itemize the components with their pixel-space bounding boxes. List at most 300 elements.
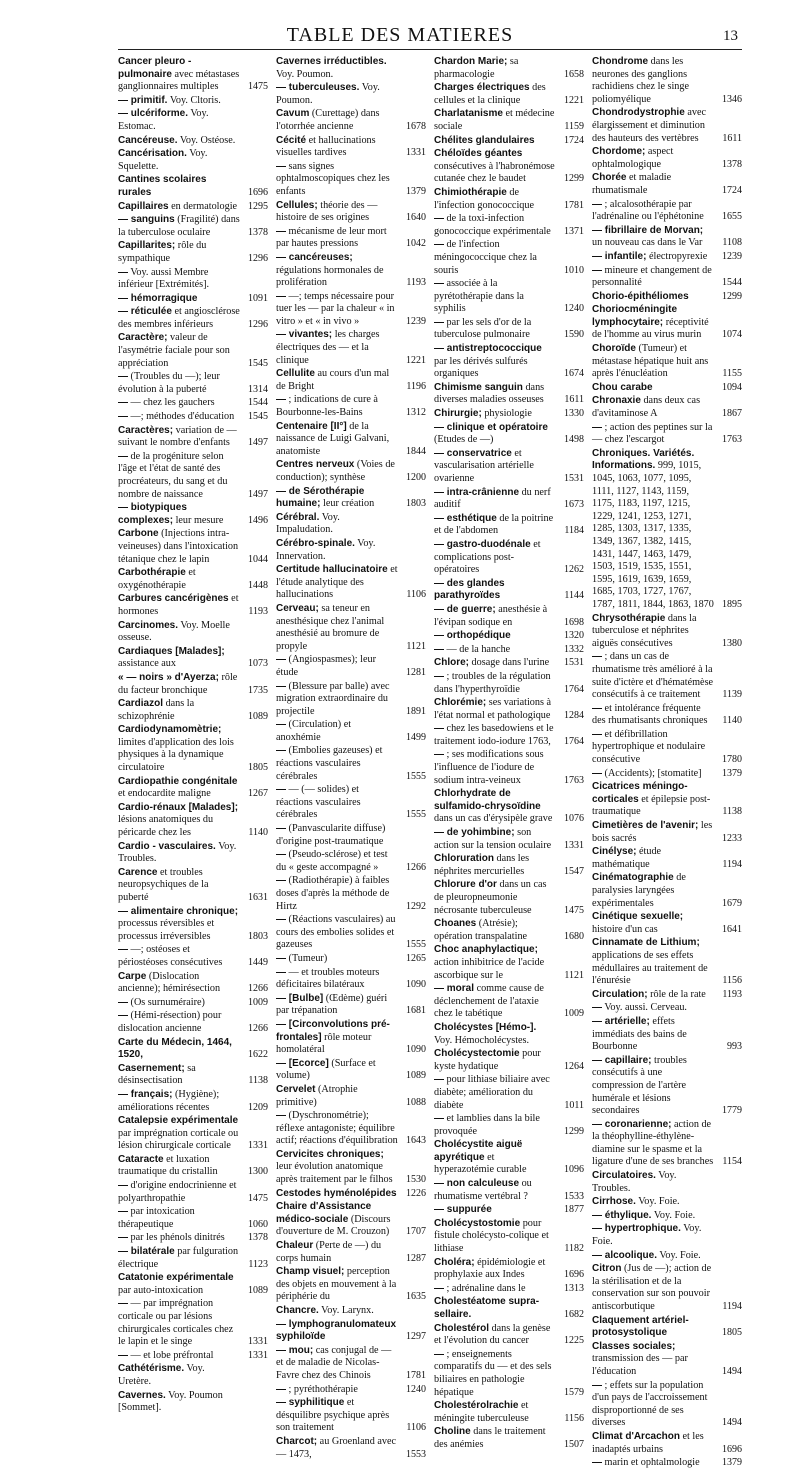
entry-heading: — xyxy=(118,266,128,278)
entry-heading: — xyxy=(118,1349,128,1361)
entry-heading: Choroïde xyxy=(592,343,636,355)
index-entry xyxy=(276,421,426,459)
entry-heading: — xyxy=(276,784,286,796)
entry-heading: — de yohimbine; xyxy=(434,827,515,839)
entry-page-number: 1780 xyxy=(722,754,742,766)
index-entry xyxy=(276,1084,426,1109)
entry-text: (Fragilité) dans la tuberculose oculaire xyxy=(118,214,240,238)
entry-heading: Climat d'Arcachon xyxy=(592,1430,680,1442)
entry-text: rôle du facteur bronchique xyxy=(118,671,238,696)
entry-text: (Tumeur) et métastase hépatique huit ans après l'énucléation xyxy=(592,343,709,380)
index-entry xyxy=(118,971,268,996)
entry-heading: Cancer pleuro - pulmonaire xyxy=(118,56,192,80)
entry-text: (Injections intra-veineuses) dans l'intoxication tétanique chez le lapin xyxy=(118,528,239,565)
entry-page-number: 1494 xyxy=(722,1417,742,1429)
index-entry xyxy=(118,593,268,618)
entry-page-number: 1295 xyxy=(248,200,268,212)
index-entry xyxy=(276,1384,426,1397)
entry-heading: Chaire d'Assistance médico-sociale xyxy=(276,1201,372,1225)
index-entry xyxy=(118,672,268,697)
entry-heading: Cholestérolrachie xyxy=(434,1400,519,1412)
entry-text: anesthésie à l'évipan sodique en xyxy=(434,603,548,628)
index-entry xyxy=(276,108,426,133)
entry-heading: — xyxy=(434,278,444,290)
index-entry xyxy=(118,201,268,214)
entry-heading: — français; xyxy=(118,1088,173,1100)
entry-text: des cellules et la clinique xyxy=(434,82,546,106)
entry-text: (Perte de —) du corps humain xyxy=(276,1240,382,1264)
index-entry xyxy=(592,1119,742,1169)
entry-page-number: 1545 xyxy=(248,357,268,369)
entry-text: les bois sacrés xyxy=(592,820,713,844)
entry-page-number: 1379 xyxy=(406,185,426,197)
index-entry xyxy=(592,781,742,819)
entry-heading: Cataracte xyxy=(118,1153,164,1165)
entry-text: par les dérivés sulfurés organiques xyxy=(434,355,528,380)
entry-text: un nouveau cas dans le Var xyxy=(592,237,703,249)
index-entry xyxy=(118,867,268,905)
entry-text: transmission des — par l'éducation xyxy=(592,1353,688,1377)
index-entry xyxy=(434,82,584,107)
entry-text: comme cause de déclenchement de l'ataxie chez le tabétique xyxy=(434,983,544,1020)
entry-page-number: 1844 xyxy=(406,445,426,457)
entry-heading: — [Circonvolutions pré-frontales] xyxy=(276,1018,390,1043)
entry-heading: Charcot; xyxy=(276,1435,318,1447)
index-entry xyxy=(434,788,584,826)
entry-page-number: 1379 xyxy=(722,1457,742,1469)
entry-text: dans la genèse et l'évolution du cancer xyxy=(434,1322,551,1347)
index-entry xyxy=(434,56,584,81)
index-entry xyxy=(118,841,268,866)
entry-heading: Cavernes. xyxy=(118,1389,166,1401)
entry-page-number: 1266 xyxy=(248,983,268,995)
entry-page-number: 1763 xyxy=(722,434,742,446)
entry-text: ; effets sur la population d'un pays de l'accroissement disproportionné de ses diverses xyxy=(592,1379,708,1429)
entry-text: dans la schizophrénie xyxy=(118,698,195,722)
index-entry xyxy=(118,1350,268,1363)
entry-heading: — gastro-duodénale xyxy=(434,538,531,550)
entry-page-number: 1553 xyxy=(406,1448,426,1460)
entry-heading: — xyxy=(276,160,286,172)
entry-page-number: 1555 xyxy=(406,770,426,782)
entry-text: de paralysies laryngées expérimentales xyxy=(592,872,686,909)
entry-text: dans deux cas d'avitaminose A xyxy=(592,395,701,420)
index-entry xyxy=(118,332,268,370)
index-entry xyxy=(276,875,426,913)
entry-heading: — alimentaire chronique; xyxy=(118,905,239,917)
index-entry xyxy=(434,879,584,917)
entry-heading: — éthylique. xyxy=(592,1209,652,1221)
entry-page-number: 1611 xyxy=(564,394,584,406)
entry-text: dans le traitement des anémies xyxy=(434,1426,546,1450)
entry-heading: Charges électriques xyxy=(434,82,530,94)
entry-heading: — coronarienne; xyxy=(592,1118,672,1130)
entry-text: et hallucinations visuelles tardives xyxy=(276,134,376,159)
entry-page-number: 1155 xyxy=(722,368,742,380)
entry-page-number: 1555 xyxy=(406,939,426,951)
index-entry xyxy=(434,148,584,186)
entry-text: ou rhumatisme vertébral ? xyxy=(434,1178,532,1202)
index-entry xyxy=(592,937,742,987)
index-entry xyxy=(118,174,268,199)
entry-text: et défibrillation hypertrophique et nodulaire consécutive xyxy=(592,728,706,766)
entry-text: Voy. Poumon [Sommet]. xyxy=(118,1389,223,1414)
entry-heading: — syphilitique xyxy=(276,1397,345,1409)
entry-page-number: 1545 xyxy=(248,411,268,423)
entry-page-number: 1764 xyxy=(564,683,584,695)
entry-text: (Hémi-résection) pour dislocation ancienne xyxy=(118,1010,222,1034)
entry-text: les charges électriques des — et la clinique xyxy=(276,329,380,366)
entry-page-number: 1226 xyxy=(406,1187,426,1199)
index-entry xyxy=(434,1257,584,1282)
index-entry xyxy=(434,213,584,238)
entry-text: par intoxication thérapeutique xyxy=(118,1206,195,1230)
entry-page-number: 1091 xyxy=(248,292,268,304)
entry-page-number: 1073 xyxy=(248,658,268,670)
index-entry xyxy=(592,1250,742,1263)
entry-heading: Classes sociales; xyxy=(592,1340,676,1352)
index-entry xyxy=(118,567,268,592)
entry-heading: Chou carabe xyxy=(592,381,653,393)
entry-page-number: 1313 xyxy=(564,1282,584,1294)
entry-text: (Atrésie); opération transpalatine xyxy=(434,918,528,942)
entry-text: ; enseignements comparatifs du — et des sels biliaires en pathologie hépatique xyxy=(434,1348,552,1398)
entry-text: par les phénols dinitrés xyxy=(128,1232,225,1244)
entry-text: (Dyschronométrie); réflexe antagoniste; équilibre actif; réactions d'équilibration xyxy=(276,1110,398,1147)
entry-page-number: 1239 xyxy=(722,250,742,262)
entry-text: pour kyste hydatique xyxy=(434,1048,541,1072)
entry-text: marin et ophtalmologie xyxy=(602,1457,700,1469)
index-entry xyxy=(592,343,742,381)
entry-heading: — non calculeuse xyxy=(434,1178,520,1190)
index-entry xyxy=(118,1272,268,1297)
entry-page-number: 1296 xyxy=(248,318,268,330)
entry-page-number: 1475 xyxy=(564,904,584,916)
entry-page-number: 1331 xyxy=(248,1336,268,1348)
index-entry xyxy=(434,422,584,447)
entry-text: 999, 1015, 1045, 1063, 1077, 1095, 1111, 1127, 1143, 1159, 1175, 1183, 1197, 1215, 1229, 1241, 1253, 1271, 1285, 1303, 1317, 1335, 1349, 1367, 1382, 1415, 1431, 1447, 1463, 1479, 1503, 1519, 1535, 1551, 1595, 1619, 1639, 1659, 1685, 1703, 1727, 1767, 1787, 1811, 1844, 1863, 1870 xyxy=(592,460,714,610)
entry-page-number: 1240 xyxy=(564,303,584,315)
entry-page-number: 1159 xyxy=(564,120,584,132)
entry-heading: — xyxy=(118,1232,128,1244)
index-entry xyxy=(276,1397,426,1435)
index-entry xyxy=(592,291,742,304)
entry-heading: — infantile; xyxy=(592,250,647,262)
entry-heading: — orthopédique xyxy=(434,630,511,642)
entry-heading: Chlorémie; xyxy=(434,697,487,709)
index-entry xyxy=(118,1246,268,1271)
index-entry xyxy=(118,95,268,108)
entry-page-number: 1641 xyxy=(722,923,742,935)
page-header xyxy=(0,18,800,48)
index-entry xyxy=(434,644,584,657)
entry-text: et angiosclérose des membres inférieurs xyxy=(118,306,240,330)
entry-page-number: 1895 xyxy=(722,598,742,610)
entry-page-number: 1680 xyxy=(564,930,584,942)
index-column-1 xyxy=(118,56,268,1414)
index-entry xyxy=(118,906,268,944)
entry-text: sa pharmacologie xyxy=(434,56,519,80)
index-entry xyxy=(276,1019,426,1057)
entry-text: effets immédiats des bains de Bourbonne xyxy=(592,1015,687,1053)
entry-heading: Chirurgie; xyxy=(434,408,482,420)
index-entry xyxy=(276,291,426,329)
entry-heading: — xyxy=(276,823,286,835)
entry-page-number: 1156 xyxy=(564,1412,584,1424)
entry-text: troubles consécutifs à une compression de l'artère humérale et lésions secondaires xyxy=(592,1054,687,1117)
entry-text: et endocardite maligne xyxy=(118,788,211,800)
entry-heading: Cimetières de l'avenir; xyxy=(592,820,699,832)
entry-heading: — xyxy=(276,1383,286,1395)
entry-text: pour fistule cholécysto-colique et lithiase xyxy=(434,1217,549,1255)
entry-heading: — xyxy=(592,1002,602,1014)
entry-heading: — cancéreuses; xyxy=(276,251,353,263)
index-entry xyxy=(118,1363,268,1388)
entry-page-number: 1380 xyxy=(722,637,742,649)
page-title: TABLE DES MATIERES xyxy=(286,24,514,46)
entry-heading: Cardiazol xyxy=(118,698,164,710)
index-columns xyxy=(118,56,742,1469)
entry-text: —; méthodes d'éducation xyxy=(128,411,235,423)
entry-heading: Cholécystes [Hémo-]. xyxy=(434,1021,537,1033)
index-entry xyxy=(276,823,426,848)
entry-text: (Œdème) guéri par trépanation xyxy=(276,992,388,1017)
entry-heading: Cerveau; xyxy=(276,602,319,614)
entry-heading: Capillaires xyxy=(118,200,169,212)
index-entry xyxy=(434,1349,584,1399)
entry-page-number: 1225 xyxy=(564,1335,584,1347)
index-entry xyxy=(118,240,268,265)
index-entry xyxy=(592,1002,742,1015)
index-entry xyxy=(276,538,426,563)
index-entry xyxy=(118,997,268,1010)
entry-page-number: 1193 xyxy=(248,605,268,617)
index-entry xyxy=(276,1110,426,1148)
index-entry xyxy=(592,382,742,395)
index-entry xyxy=(434,1178,584,1203)
index-entry xyxy=(592,225,742,250)
entry-heading: Carence xyxy=(118,866,158,878)
index-entry xyxy=(276,394,426,419)
entry-page-number: 1696 xyxy=(722,1443,742,1455)
index-entry xyxy=(592,304,742,342)
entry-page-number: 1200 xyxy=(406,472,426,483)
index-column-4 xyxy=(592,56,742,1469)
entry-text: épidémiologie et prophylaxie aux Indes xyxy=(434,1256,546,1281)
entry-text: ; action des peptines sur la — chez l'escargot xyxy=(592,421,713,446)
index-entry xyxy=(276,719,426,744)
entry-heading: Circulation; xyxy=(592,988,648,1000)
entry-heading: Cancérisation. xyxy=(118,148,187,160)
entry-text: et complications post-opératoires xyxy=(434,538,541,576)
index-entry xyxy=(434,1204,584,1217)
entry-page-number: 1805 xyxy=(722,1327,742,1339)
entry-text: chez les basedowiens et le traitement iodo-iodure 1763, xyxy=(434,723,554,747)
entry-heading: Chorée xyxy=(592,172,627,184)
index-entry xyxy=(592,1431,742,1456)
entry-heading: — xyxy=(434,239,444,251)
entry-page-number: 1044 xyxy=(248,553,268,565)
entry-heading: Chronaxie xyxy=(592,395,641,407)
index-entry xyxy=(118,1089,268,1114)
entry-text: étude mathématique xyxy=(592,846,662,870)
entry-heading: — xyxy=(118,450,128,462)
entry-heading: — xyxy=(434,643,444,655)
entry-text: leur mesure xyxy=(173,514,224,526)
index-entry xyxy=(592,911,742,936)
entry-page-number: 1138 xyxy=(722,806,742,818)
index-entry xyxy=(276,1240,426,1265)
entry-page-number: 1877 xyxy=(564,1204,584,1216)
entry-text: — par imprégnation corticale ou par lésions chirurgicales corticales chez le lapin et le singe xyxy=(118,1298,234,1348)
index-entry xyxy=(434,239,584,277)
entry-heading: Cinétique sexuelle; xyxy=(592,911,684,923)
entry-heading: Cholestéatome supra-sellaire. xyxy=(434,1296,540,1320)
entry-heading: — xyxy=(434,213,444,225)
entry-text: du nerf auditif xyxy=(434,486,551,511)
index-entry xyxy=(592,395,742,420)
entry-heading: — clinique et opératoire xyxy=(434,421,548,433)
entry-heading: Centenaire [II°] xyxy=(276,420,347,432)
index-entry xyxy=(592,1380,742,1430)
index-entry xyxy=(434,723,584,748)
entry-page-number: 1805 xyxy=(248,762,268,774)
entry-text: (Embolies gazeuses) et réactions vasculaires cérébrales xyxy=(276,745,383,782)
index-entry xyxy=(118,1115,268,1153)
entry-heading: — xyxy=(118,397,128,409)
entry-page-number: 1379 xyxy=(722,767,742,779)
entry-heading: Cantines scolaires rurales xyxy=(118,174,207,198)
entry-text: — et troubles moteurs déficitaires bilatéraux xyxy=(276,966,380,991)
entry-page-number: 1284 xyxy=(564,709,584,721)
entry-text: Voy. Ostéose. xyxy=(177,134,236,146)
entry-page-number: 1090 xyxy=(406,1044,426,1056)
entry-text: variation de — suivant le nombre d'enfants xyxy=(118,424,237,449)
entry-text: —; temps nécessaire pour tuer les — par la chaleur « in vitro » et « in vivo » xyxy=(276,290,395,327)
entry-text: action inhibitrice de l'acide ascorbique sur le xyxy=(434,956,545,981)
entry-page-number: 1154 xyxy=(722,1156,742,1168)
entry-heading: Cardio - vasculaires. xyxy=(118,840,216,852)
index-entry xyxy=(434,1400,584,1425)
index-entry xyxy=(276,849,426,874)
entry-heading: — xyxy=(118,1298,128,1310)
entry-heading: Carte du Médecin, 1464, 1520, xyxy=(118,1036,232,1061)
entry-page-number: 1735 xyxy=(248,684,268,696)
entry-text: théorie des — histoire de ses origines xyxy=(276,199,378,224)
entry-page-number: 1724 xyxy=(564,134,584,146)
entry-heading: Citron xyxy=(592,1263,622,1275)
entry-text: (Radiothérapie) à faibles doses d'après la méthode de Hirtz xyxy=(276,875,390,912)
entry-heading: — xyxy=(434,1282,444,1294)
entry-text: par auto-intoxication xyxy=(118,1284,204,1296)
entry-text: (Accidents); [stomatite] xyxy=(602,767,702,779)
entry-heading: Catatonie expérimentale xyxy=(118,1272,234,1284)
entry-page-number: 1530 xyxy=(406,1174,426,1186)
entry-text: avec élargissement et diminution des hauteurs des vertèbres xyxy=(592,107,706,144)
index-entry xyxy=(118,502,268,527)
entry-heading: — hémorragique xyxy=(118,292,198,304)
entry-page-number: 1497 xyxy=(248,437,268,449)
entry-page-number: 1544 xyxy=(248,397,268,409)
entry-heading: Cardiopathie congénitale xyxy=(118,775,238,787)
entry-heading: — xyxy=(592,421,602,433)
entry-text: (Etudes de —) xyxy=(434,434,494,446)
entry-page-number: 1496 xyxy=(248,514,268,526)
entry-heading: Cinématographie xyxy=(592,872,674,884)
entry-heading: Caractère; xyxy=(118,332,168,344)
entry-heading: Cervicites chroniques; xyxy=(276,1148,384,1160)
entry-page-number: 1108 xyxy=(722,237,742,249)
entry-text: (Circulation) et anoxhémie xyxy=(276,719,352,743)
index-entry xyxy=(434,827,584,852)
entry-page-number: 1123 xyxy=(248,1258,268,1270)
entry-heading: — xyxy=(276,966,286,978)
entry-heading: — réticulée xyxy=(118,306,172,318)
entry-page-number: 1262 xyxy=(564,564,584,576)
index-entry xyxy=(118,1390,268,1415)
entry-text: électropyrexie xyxy=(646,250,708,262)
entry-heading: — sanguins xyxy=(118,214,175,226)
entry-text: par les sels d'or de la tuberculose pulmonaire xyxy=(434,316,532,341)
entry-page-number: 1378 xyxy=(248,226,268,238)
index-entry xyxy=(434,539,584,577)
entry-heading: — hypertrophique. xyxy=(592,1223,681,1235)
index-entry xyxy=(118,646,268,671)
entry-text: Voy. Foie. xyxy=(657,1249,701,1261)
entry-text: ; alcalosothérapie par l'adrénaline ou l'éphétonine xyxy=(592,198,704,223)
entry-heading: Chlorhydrate de sulfamido-chrysoïdine xyxy=(434,788,541,812)
entry-text: et luxation traumatique du cristallin xyxy=(118,1153,218,1178)
entry-text: de la progéniture selon l'âge et l'état de santé des procréateurs, du sang et du nombre de naissance xyxy=(118,450,228,500)
entry-text: action de la théophylline-éthylène-diamine sur le spasme et la ligature d'une de ses branches xyxy=(592,1118,714,1168)
entry-heading: — xyxy=(592,728,602,740)
entry-text: Voy. Impaludation. xyxy=(276,511,340,536)
index-entry xyxy=(118,397,268,410)
entry-heading: Chimisme sanguin xyxy=(434,381,523,393)
entry-page-number: 1507 xyxy=(564,1438,584,1450)
entry-text: ses variations à l'état normal et pathologique xyxy=(434,697,552,721)
entry-text: Voy. Troubles. xyxy=(592,1170,677,1194)
entry-text: (Voies de conduction); synthèse xyxy=(276,459,395,483)
entry-page-number: 1299 xyxy=(564,173,584,185)
index-entry xyxy=(592,1457,742,1470)
index-entry xyxy=(434,108,584,133)
index-entry xyxy=(276,1266,426,1304)
entry-text: ; dans un cas de rhumatisme très amélioré à la suite d'ictère et d'hématémèse consécutifs à ce traitement xyxy=(592,651,714,701)
entry-page-number: 1475 xyxy=(248,1192,268,1204)
index-entry xyxy=(434,382,584,407)
index-entry xyxy=(592,1315,742,1340)
index-entry xyxy=(592,448,742,612)
entry-text: (Angiospasmes); leur étude xyxy=(276,654,376,678)
entry-page-number: 1267 xyxy=(248,788,268,800)
entry-text: de la toxi-infection gonococcique expérimentale xyxy=(434,213,551,237)
entry-text: Voy. Larynx. xyxy=(318,1305,374,1316)
index-entry xyxy=(118,293,268,306)
index-entry xyxy=(118,724,268,774)
index-entry xyxy=(118,1206,268,1231)
entry-heading: — xyxy=(118,996,128,1008)
entry-heading: — xyxy=(276,394,286,406)
index-entry xyxy=(592,613,742,651)
index-entry xyxy=(592,251,742,264)
entry-page-number: 1299 xyxy=(722,290,742,302)
entry-text: ; pyréthothérapie xyxy=(286,1383,358,1395)
entry-text: Voy. Poumon. xyxy=(276,82,380,106)
entry-heading: — ulcériforme. xyxy=(118,108,189,120)
entry-heading: — xyxy=(434,749,444,761)
entry-page-number: 1184 xyxy=(564,525,584,537)
